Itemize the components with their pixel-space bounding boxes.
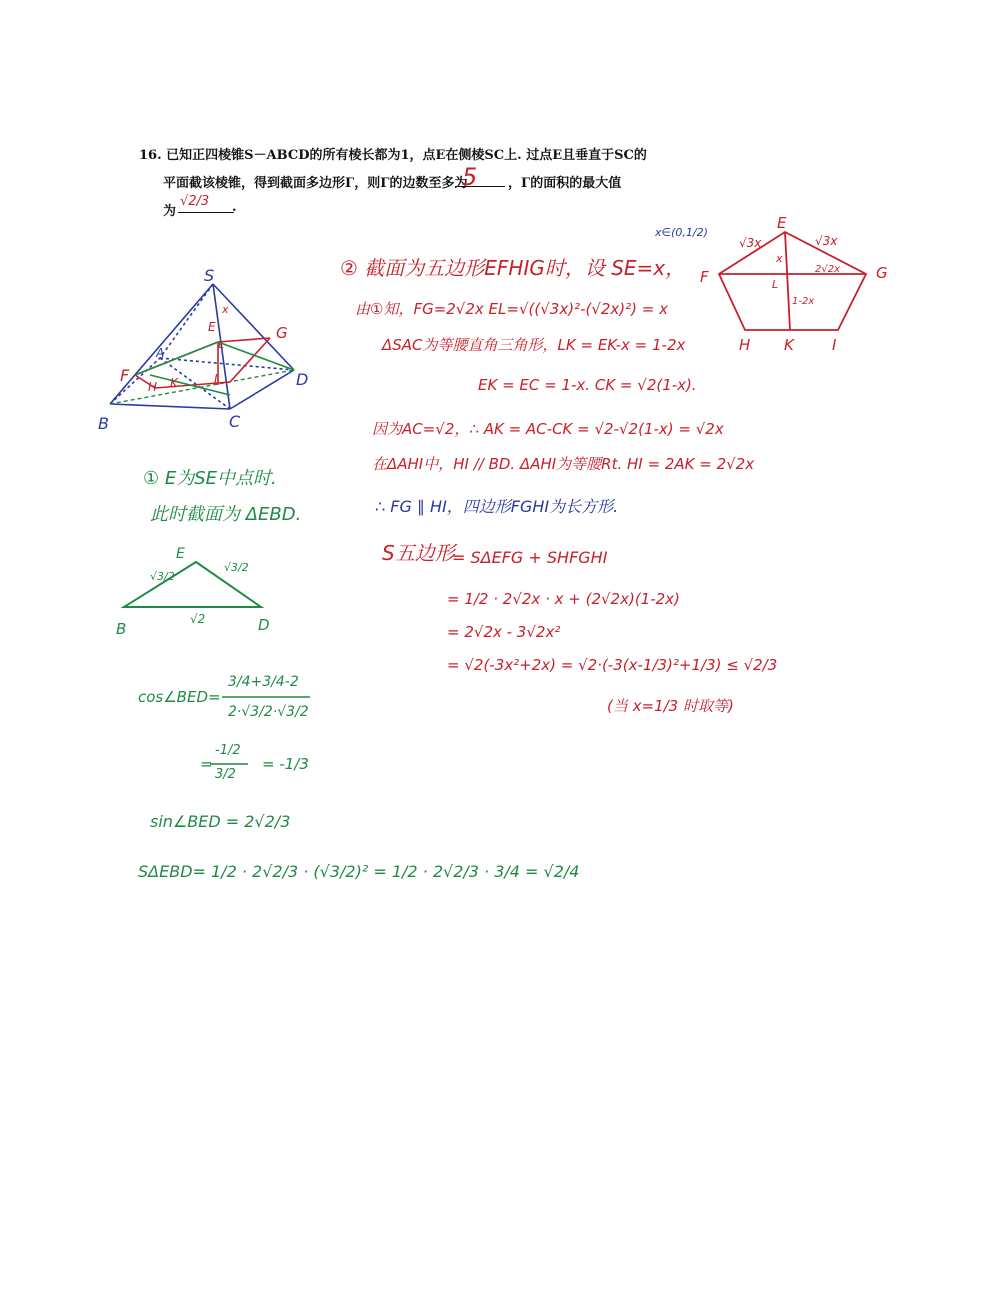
label-C: C <box>229 412 241 431</box>
pentagon-L: L <box>772 278 779 291</box>
label-L: L <box>218 338 225 351</box>
case2-line3: ΔSAC为等腰直角三角形，LK = EK-x = 1-2x <box>382 336 686 354</box>
case2-line1: ② 截面为五边形EFHIG时，设 SE=x， <box>340 256 686 280</box>
pentagon-mid: 2√2x <box>815 264 841 275</box>
label-F: F <box>120 366 130 385</box>
case1-line2: 此时截面为 ΔEBD. <box>150 504 302 525</box>
pentagon-H: H <box>739 336 751 354</box>
case2-s-line1: = 1/2 · 2√2x · x + (2√2x)(1-2x) <box>447 590 680 608</box>
pyramid-diagram <box>110 284 294 409</box>
label-I: I <box>214 372 218 386</box>
case2-s-line3: = √2(-3x²+2x) = √2·(-3(x-1/3)²+1/3) ≤ √2/3 <box>447 656 778 674</box>
label-D: D <box>296 370 309 389</box>
case2-line4: EK = EC = 1-x. CK = √2(1-x). <box>478 376 697 394</box>
pentagon-K: K <box>784 336 794 354</box>
pentagon-right-edge: √3x <box>815 234 838 248</box>
question-line-3b: . <box>232 200 237 215</box>
tri-left-edge: √3/2 <box>150 570 175 583</box>
label-S: S <box>204 266 215 285</box>
tri-right-edge: √3/2 <box>224 561 249 574</box>
pentagon-range: x∈(0,1/2) <box>655 226 708 239</box>
case2-s-note: (当 x=1/3 时取等) <box>607 697 734 715</box>
tri-label-E: E <box>176 546 185 562</box>
question-line-3a: 为 <box>163 204 177 219</box>
case1-line1: ① E为SE中点时. <box>143 468 277 489</box>
pentagon-x: x <box>776 252 783 265</box>
case2-line6: 在ΔAHI中，HI // BD. ΔAHI为等腰Rt. HI = 2AK = 2√2x <box>372 455 755 473</box>
pentagon-lower: 1-2x <box>792 296 815 307</box>
cos-numerator: 3/4+3/4-2 <box>228 674 299 690</box>
label-A: A <box>156 346 165 360</box>
pentagon-F: F <box>700 268 709 286</box>
label-G: G <box>276 324 288 342</box>
pentagon-G: G <box>876 264 888 282</box>
tri-label-D: D <box>258 616 270 634</box>
cos-label: cos∠BED= <box>138 688 221 706</box>
cos-eq-sign: = <box>200 755 213 773</box>
question-line-1: 16. 已知正四棱锥S－ABCD的所有棱长都为1，点E在侧棱SC上. 过点E且垂直于SC的 <box>139 148 647 163</box>
pentagon-left-edge: √3x <box>739 236 762 250</box>
label-B: B <box>98 414 109 433</box>
label-K: K <box>170 376 178 390</box>
cos2-denominator: 3/2 <box>215 767 236 782</box>
tri-base: √2 <box>190 612 206 626</box>
case2-s-eq: = SΔEFG + SHFGHI <box>452 548 608 567</box>
area-line: SΔEBD= 1/2 · 2√2/3 · (√3/2)² = 1/2 · 2√2/3 · 3/4 = √2/4 <box>138 862 580 881</box>
case2-s-line2: = 2√2x - 3√2x² <box>447 623 561 641</box>
tri-label-B: B <box>116 620 127 638</box>
answer-area: √2/3 <box>180 194 210 209</box>
cos-result: = -1/3 <box>262 755 309 773</box>
case2-s-label: S五边形 <box>382 541 455 565</box>
label-x: x <box>222 303 229 316</box>
cos2-numerator: -1/2 <box>215 743 241 758</box>
case2-line7: ∴ FG ∥ HI，四边形FGHI为长方形. <box>375 497 619 516</box>
case2-line2: 由①知，FG=2√2x EL=√((√3x)²-(√2x)²) = x <box>355 300 669 318</box>
sin-line: sin∠BED = 2√2/3 <box>150 812 291 831</box>
case2-line5: 因为AC=√2，∴ AK = AC-CK = √2-√2(1-x) = √2x <box>372 420 724 438</box>
cos-denominator: 2·√3/2·√3/2 <box>228 704 309 720</box>
question-line-2b: ，Γ的面积的最大值 <box>508 176 622 191</box>
label-E: E <box>208 320 216 334</box>
question-line-2a: 平面截该棱锥，得到截面多边形Γ，则Γ的边数至多为 <box>163 176 468 191</box>
pentagon-I: I <box>832 336 837 354</box>
pentagon-E: E <box>777 214 787 232</box>
answer-sides: 5 <box>462 163 478 191</box>
label-H: H <box>148 380 158 394</box>
